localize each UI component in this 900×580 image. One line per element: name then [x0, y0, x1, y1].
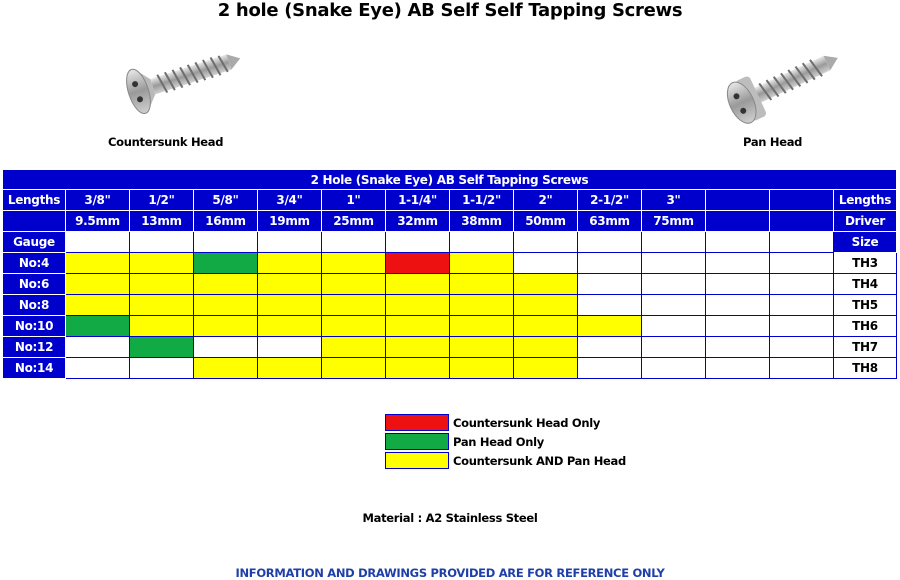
- unavailable-cell: [706, 274, 770, 295]
- gauge-label: Gauge: [3, 232, 66, 253]
- unavailable-cell: [770, 337, 834, 358]
- both-heads-cell: [130, 316, 194, 337]
- both-heads-cell: [322, 337, 386, 358]
- both-heads-cell: [258, 358, 322, 379]
- both-heads-cell: [386, 316, 450, 337]
- pan-only-cell: [194, 253, 258, 274]
- blank-cell: [706, 232, 770, 253]
- length-mm-header: 9.5mm: [66, 211, 130, 232]
- both-heads-cell: [194, 358, 258, 379]
- unavailable-cell: [770, 274, 834, 295]
- both-heads-cell: [194, 274, 258, 295]
- both-heads-cell: [66, 274, 130, 295]
- unavailable-cell: [66, 337, 130, 358]
- length-in-header: 2": [514, 190, 578, 211]
- unavailable-cell: [642, 295, 706, 316]
- legend-label: Pan Head Only: [453, 434, 544, 449]
- lengths-label: Lengths: [3, 190, 66, 211]
- table-row: [3, 316, 897, 337]
- both-heads-cell: [194, 295, 258, 316]
- unavailable-cell: [770, 253, 834, 274]
- both-heads-cell: [258, 295, 322, 316]
- blank-cell: [514, 232, 578, 253]
- gauge-cell: No:10: [3, 316, 66, 337]
- both-heads-cell: [130, 274, 194, 295]
- length-in-header: 3": [642, 190, 706, 211]
- length-mm-header: 16mm: [194, 211, 258, 232]
- legend-swatch: [385, 414, 449, 431]
- unavailable-cell: [130, 358, 194, 379]
- legend-item: [385, 432, 626, 451]
- unavailable-cell: [642, 253, 706, 274]
- legend-swatch: [385, 433, 449, 450]
- blank-cell: [258, 232, 322, 253]
- pan-only-cell: [66, 316, 130, 337]
- pan-only-cell: [130, 337, 194, 358]
- unavailable-cell: [706, 253, 770, 274]
- unavailable-cell: [706, 337, 770, 358]
- unavailable-cell: [770, 316, 834, 337]
- blank-cell: [770, 232, 834, 253]
- material-note: Material : A2 Stainless Steel: [362, 511, 538, 525]
- both-heads-cell: [450, 316, 514, 337]
- legend-label: Countersunk AND Pan Head: [453, 453, 626, 468]
- legend: [385, 413, 626, 470]
- table-title: 2 Hole (Snake Eye) AB Self Tapping Screws: [3, 170, 897, 190]
- unavailable-cell: [578, 274, 642, 295]
- length-in-header: 1-1/2": [450, 190, 514, 211]
- legend-item: [385, 451, 626, 470]
- length-in-header: [706, 190, 770, 211]
- length-in-header: 1-1/4": [386, 190, 450, 211]
- table-row: [3, 358, 897, 379]
- both-heads-cell: [578, 316, 642, 337]
- right-header-size: Size: [834, 232, 897, 253]
- both-heads-cell: [386, 295, 450, 316]
- both-heads-cell: [322, 295, 386, 316]
- unavailable-cell: [578, 358, 642, 379]
- gauge-cell: No:12: [3, 337, 66, 358]
- reference-disclaimer: INFORMATION AND DRAWINGS PROVIDED ARE FOR REFERENCE ONLY: [235, 566, 665, 580]
- both-heads-cell: [386, 337, 450, 358]
- unavailable-cell: [706, 316, 770, 337]
- unavailable-cell: [770, 358, 834, 379]
- unavailable-cell: [770, 295, 834, 316]
- both-heads-cell: [258, 274, 322, 295]
- driver-size-cell: TH5: [834, 295, 897, 316]
- both-heads-cell: [130, 295, 194, 316]
- length-in-header: 1": [322, 190, 386, 211]
- blank-cell: [322, 232, 386, 253]
- driver-size-cell: TH8: [834, 358, 897, 379]
- length-in-header: 5/8": [194, 190, 258, 211]
- unavailable-cell: [66, 358, 130, 379]
- both-heads-cell: [322, 358, 386, 379]
- unavailable-cell: [706, 358, 770, 379]
- pan-head-caption: Pan Head: [743, 135, 803, 149]
- unavailable-cell: [578, 337, 642, 358]
- gauge-cell: No:8: [3, 295, 66, 316]
- length-in-header: 2-1/2": [578, 190, 642, 211]
- length-in-header: 3/8": [66, 190, 130, 211]
- page-title: 2 hole (Snake Eye) AB Self Self Tapping Screws: [217, 0, 683, 21]
- driver-size-cell: TH3: [834, 253, 897, 274]
- length-in-header: 3/4": [258, 190, 322, 211]
- unavailable-cell: [642, 316, 706, 337]
- both-heads-cell: [194, 316, 258, 337]
- screw-size-table: [2, 169, 897, 379]
- legend-swatch: [385, 452, 449, 469]
- lengths-label-spacer: [3, 211, 66, 232]
- driver-size-cell: TH6: [834, 316, 897, 337]
- blank-cell: [642, 232, 706, 253]
- unavailable-cell: [514, 253, 578, 274]
- gauge-cell: No:6: [3, 274, 66, 295]
- countersunk-screw-image: [110, 40, 250, 115]
- length-mm-header: 75mm: [642, 211, 706, 232]
- unavailable-cell: [258, 337, 322, 358]
- table-row: [3, 253, 897, 274]
- countersunk-caption: Countersunk Head: [108, 135, 224, 149]
- both-heads-cell: [386, 358, 450, 379]
- table-row: [3, 295, 897, 316]
- legend-label: Countersunk Head Only: [453, 415, 601, 430]
- unavailable-cell: [642, 358, 706, 379]
- both-heads-cell: [514, 316, 578, 337]
- both-heads-cell: [514, 295, 578, 316]
- both-heads-cell: [322, 316, 386, 337]
- both-heads-cell: [130, 253, 194, 274]
- both-heads-cell: [322, 253, 386, 274]
- both-heads-cell: [450, 295, 514, 316]
- length-mm-header: [706, 211, 770, 232]
- both-heads-cell: [514, 337, 578, 358]
- unavailable-cell: [706, 295, 770, 316]
- countersunk-only-cell: [386, 253, 450, 274]
- length-in-header: [770, 190, 834, 211]
- blank-cell: [66, 232, 130, 253]
- length-mm-header: 38mm: [450, 211, 514, 232]
- driver-size-cell: TH7: [834, 337, 897, 358]
- unavailable-cell: [642, 337, 706, 358]
- unavailable-cell: [578, 253, 642, 274]
- both-heads-cell: [450, 358, 514, 379]
- both-heads-cell: [322, 274, 386, 295]
- gauge-cell: No:14: [3, 358, 66, 379]
- length-mm-header: 32mm: [386, 211, 450, 232]
- length-mm-header: 13mm: [130, 211, 194, 232]
- table-row: [3, 337, 897, 358]
- both-heads-cell: [386, 274, 450, 295]
- both-heads-cell: [66, 295, 130, 316]
- both-heads-cell: [66, 253, 130, 274]
- unavailable-cell: [578, 295, 642, 316]
- blank-cell: [386, 232, 450, 253]
- unavailable-cell: [642, 274, 706, 295]
- both-heads-cell: [450, 253, 514, 274]
- pan-head-screw-image: [712, 40, 852, 125]
- blank-cell: [578, 232, 642, 253]
- right-header-driver: Driver: [834, 211, 897, 232]
- length-mm-header: 63mm: [578, 211, 642, 232]
- both-heads-cell: [514, 274, 578, 295]
- driver-size-cell: TH4: [834, 274, 897, 295]
- legend-item: [385, 413, 626, 432]
- length-mm-header: 19mm: [258, 211, 322, 232]
- both-heads-cell: [450, 337, 514, 358]
- gauge-cell: No:4: [3, 253, 66, 274]
- blank-cell: [450, 232, 514, 253]
- both-heads-cell: [450, 274, 514, 295]
- unavailable-cell: [194, 337, 258, 358]
- right-header-lengths: Lengths: [834, 190, 897, 211]
- table-row: [3, 274, 897, 295]
- length-mm-header: 25mm: [322, 211, 386, 232]
- length-mm-header: 50mm: [514, 211, 578, 232]
- length-in-header: 1/2": [130, 190, 194, 211]
- both-heads-cell: [258, 316, 322, 337]
- blank-cell: [194, 232, 258, 253]
- both-heads-cell: [514, 358, 578, 379]
- blank-cell: [130, 232, 194, 253]
- both-heads-cell: [258, 253, 322, 274]
- length-mm-header: [770, 211, 834, 232]
